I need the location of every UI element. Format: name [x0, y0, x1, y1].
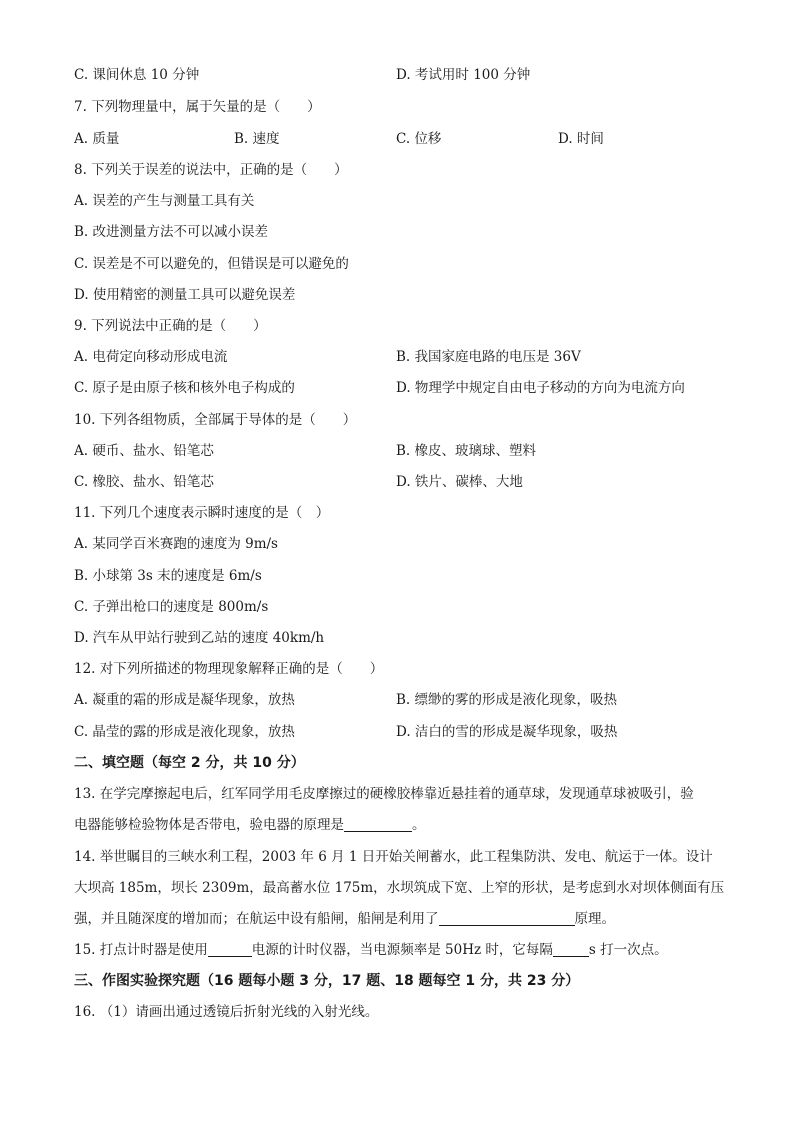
option-d: D. 铁片、碳棒、大地: [396, 474, 523, 490]
q13-text: 电器能够检验物体是否带电，验电器的原理是: [74, 817, 344, 833]
option-a: A. 凝重的霜的形成是凝华现象，放热: [74, 692, 295, 708]
question-7: 7. 下列物理量中，属于矢量的是（ ）: [74, 99, 321, 115]
question-13-line1: 13. 在学完摩擦起电后，红军同学用毛皮摩擦过的硬橡胶棒靠近悬挂着的通草球，发现通草球被吸引，验: [74, 786, 694, 802]
answer-blank[interactable]: [439, 910, 575, 926]
question-9: 9. 下列说法中正确的是（ ）: [74, 318, 267, 334]
q11-option-b: B. 小球第 3s 末的速度是 6m/s: [74, 568, 262, 584]
q8-option-a: A. 误差的产生与测量工具有关: [74, 193, 255, 209]
question-14-line1: 14. 举世瞩目的三峡水利工程，2003 年 6 月 1 日开始关闸蓄水，此工程集防洪、发电、航运于一体。设计: [74, 849, 713, 865]
q13-end: 。: [412, 817, 426, 833]
option-c: C. 晶莹的露的形成是液化现象，放热: [74, 724, 295, 740]
option-d: D. 物理学中规定自由电子移动的方向为电流方向: [396, 380, 685, 396]
question-14-line2: 大坝高 185m，坝长 2309m，最高蓄水位 175m，水坝筑成下宽、上窄的形状，是考虑到水对坝体侧面有压: [74, 880, 725, 896]
option-d: D. 时间: [558, 131, 604, 147]
option-d: D. 考试用时 100 分钟: [396, 67, 531, 83]
option-d: D. 洁白的雪的形成是凝华现象，吸热: [396, 724, 618, 740]
option-a: A. 质量: [74, 131, 120, 147]
q8-option-d: D. 使用精密的测量工具可以避免误差: [74, 287, 296, 303]
q7-options: [74, 128, 724, 150]
question-14-line3: [74, 908, 724, 930]
q15-text-1: 15. 打点计时器是使用: [74, 942, 208, 958]
question-12: 12. 对下列所描述的物理现象解释正确的是（ ）: [74, 661, 384, 677]
option-c: C. 橡胶、盐水、铅笔芯: [74, 474, 214, 490]
q12-options-row2: [74, 721, 724, 743]
q14-end: 原理。: [574, 911, 615, 927]
option-a: A. 电荷定向移动形成电流: [74, 349, 228, 365]
q8-option-c: C. 误差是不可以避免的，但错误是可以避免的: [74, 256, 349, 272]
q10-options-row2: [74, 471, 724, 493]
q11-option-d: D. 汽车从甲站行驶到乙站的速度 40km/h: [74, 630, 325, 646]
q9-options-row2: [74, 377, 724, 399]
option-c: C. 位移: [396, 131, 442, 147]
option-b: B. 缥缈的雾的形成是液化现象，吸热: [396, 692, 618, 708]
option-b: B. 我国家庭电路的电压是 36V: [396, 349, 581, 365]
q11-option-c: C. 子弹出枪口的速度是 800m/s: [74, 599, 269, 615]
option-c: C. 课间休息 10 分钟: [74, 67, 200, 83]
q9-options-row1: [74, 346, 724, 368]
question-11: 11. 下列几个速度表示瞬时速度的是（ ）: [74, 505, 330, 521]
question-10: 10. 下列各组物质，全部属于导体的是（ ）: [74, 412, 357, 428]
option-b: B. 速度: [234, 131, 280, 147]
answer-blank[interactable]: [208, 941, 252, 957]
question-15: [74, 939, 724, 961]
q15-text-2: 电源的计时仪器，当电源频率是 50Hz 时，它每隔: [251, 942, 553, 958]
section-3-heading: 三、作图实验探究题（16 题每小题 3 分，17 题、18 题每空 1 分，共 23 分）: [74, 973, 580, 989]
question-8: 8. 下列关于误差的说法中，正确的是（ ）: [74, 162, 348, 178]
q8-option-b: B. 改进测量方法不可以减小误差: [74, 224, 269, 240]
option-b: B. 橡皮、玻璃球、塑料: [396, 443, 537, 459]
option-a: A. 硬币、盐水、铅笔芯: [74, 443, 214, 459]
section-2-heading: 二、填空题（每空 2 分，共 10 分）: [74, 755, 305, 771]
question-16: 16. （1）请画出通过透镜后折射光线的入射光线。: [74, 1004, 379, 1020]
answer-blank[interactable]: [344, 816, 412, 832]
q10-options-row1: [74, 440, 724, 462]
question-13-line2: [74, 814, 724, 836]
q6-options-row2: [74, 64, 724, 86]
q11-option-a: A. 某同学百米赛跑的速度为 9m/s: [74, 536, 278, 552]
q15-text-3: s 打一次点。: [588, 942, 668, 958]
q14-text: 强，并且随深度的增加而；在航运中设有船闸，船闸是利用了: [74, 911, 439, 927]
q12-options-row1: [74, 689, 724, 711]
option-c: C. 原子是由原子核和核外电子构成的: [74, 380, 295, 396]
answer-blank[interactable]: [553, 941, 589, 957]
